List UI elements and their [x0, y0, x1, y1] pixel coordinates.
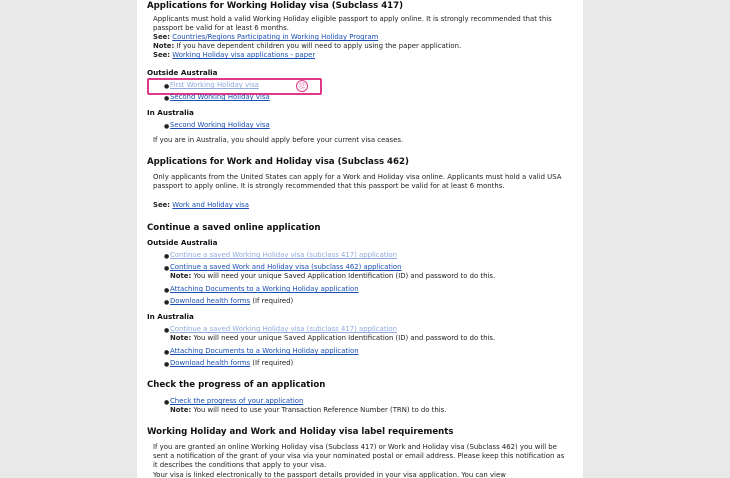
- continue-417-link-in[interactable]: Continue a saved Working Holiday visa (subclass 417) application: [170, 325, 398, 333]
- see-line-1: [153, 33, 378, 42]
- in-australia-note: If you are in Australia, you should apply before your current visa ceases.: [153, 136, 404, 144]
- download-health-forms-link-in[interactable]: Download health forms: [170, 359, 251, 367]
- note-text: You will need your unique Saved Application Identification (ID) and password to do this.: [193, 334, 496, 342]
- continue-417-link[interactable]: Continue a saved Working Holiday visa (subclass 417) application: [170, 251, 398, 259]
- label-requirements-text-2: Your visa is linked electronically to the passport details provided in your visa application. You can view: [153, 471, 506, 478]
- attaching-documents-link-in[interactable]: Attaching Documents to a Working Holiday application: [170, 347, 359, 355]
- in-australia-heading-2: In Australia: [147, 312, 194, 321]
- see-line-462: [153, 201, 249, 210]
- see-line-2: [153, 51, 315, 60]
- first-working-holiday-link[interactable]: First Working Holiday visa: [170, 81, 259, 89]
- saved-id-note-in: [170, 334, 495, 343]
- bullet: ●: [164, 123, 170, 130]
- health-forms-item-in: [170, 359, 293, 368]
- outside-australia-heading: Outside Australia: [147, 68, 218, 77]
- step-badge: ⑫: [296, 80, 308, 92]
- continue-462-link[interactable]: Continue a saved Work and Holiday visa (subclass 462) application: [170, 263, 402, 271]
- saved-id-note: [170, 272, 495, 281]
- main-content-panel: [137, 0, 583, 478]
- note-label: Note:: [170, 272, 192, 280]
- countries-link[interactable]: Countries/Regions Participating in Working Holiday Program: [172, 33, 379, 41]
- download-health-forms-link[interactable]: Download health forms: [170, 297, 251, 305]
- s462-intro-text: Only applicants from the United States can apply for a Work and Holiday visa online. Applicants must hold a valid USA passport to apply online. It is strongly recommended that this passport be valid for at least 6 months.: [153, 173, 562, 191]
- section-title-continue: Continue a saved online application: [147, 223, 321, 233]
- second-working-holiday-link-in[interactable]: Second Working Holiday visa: [170, 121, 270, 129]
- in-australia-heading: In Australia: [147, 108, 194, 117]
- trn-note: [170, 406, 446, 415]
- note-label: Note:: [170, 406, 192, 414]
- s417-intro-text: Applicants must hold a valid Working Holiday eligible passport to apply online. It is strongly recommended that this passport be valid for at least 6 months.: [153, 15, 552, 33]
- see-label: See:: [153, 201, 171, 209]
- bullet: ●: [164, 83, 170, 90]
- bullet: ●: [164, 265, 170, 272]
- note-text: If you have dependent children you will need to apply using the paper application.: [176, 42, 462, 50]
- section-title-progress: Check the progress of an application: [147, 380, 326, 390]
- check-progress-link[interactable]: Check the progress of your application: [170, 397, 304, 405]
- bullet: ●: [164, 299, 170, 306]
- paper-applications-link[interactable]: Working Holiday visa applications - paper: [172, 51, 316, 59]
- note-text: You will need your unique Saved Application Identification (ID) and password to do this.: [193, 272, 496, 280]
- health-forms-item: [170, 297, 293, 306]
- note-line-1: [153, 42, 461, 51]
- attaching-documents-link[interactable]: Attaching Documents to a Working Holiday application: [170, 285, 359, 293]
- if-required-text: (If required): [252, 297, 294, 305]
- note-label: Note:: [170, 334, 192, 342]
- if-required-text: (If required): [252, 359, 294, 367]
- outside-australia-heading-2: Outside Australia: [147, 238, 218, 247]
- bullet: ●: [164, 361, 170, 368]
- section-title-label: Working Holiday and Work and Holiday visa label requirements: [147, 427, 454, 437]
- note-label: Note:: [153, 42, 175, 50]
- see-label: See:: [153, 33, 171, 41]
- section-title-462: Applications for Work and Holiday visa (Subclass 462): [147, 157, 409, 167]
- bullet: ●: [164, 327, 170, 334]
- section-title-417: Applications for Working Holiday visa (Subclass 417): [147, 1, 404, 11]
- bullet: ●: [164, 399, 170, 406]
- see-label: See:: [153, 51, 171, 59]
- bullet: ●: [164, 287, 170, 294]
- bullet: ●: [164, 349, 170, 356]
- bullet: ●: [164, 253, 170, 260]
- label-requirements-text: If you are granted an online Working Holiday visa (Subclass 417) or Work and Holiday visa (Subclass 462) you will be sent a notification of the grant of your visa via your nominated postal or email address. Please keep this notification as it describes the conditions that apply to your visa.: [153, 443, 565, 470]
- work-and-holiday-link[interactable]: Work and Holiday visa: [172, 201, 249, 209]
- second-working-holiday-link[interactable]: Second Working Holiday visa: [170, 93, 270, 101]
- bullet: ●: [164, 95, 170, 102]
- note-text: You will need to use your Transaction Reference Number (TRN) to do this.: [193, 406, 447, 414]
